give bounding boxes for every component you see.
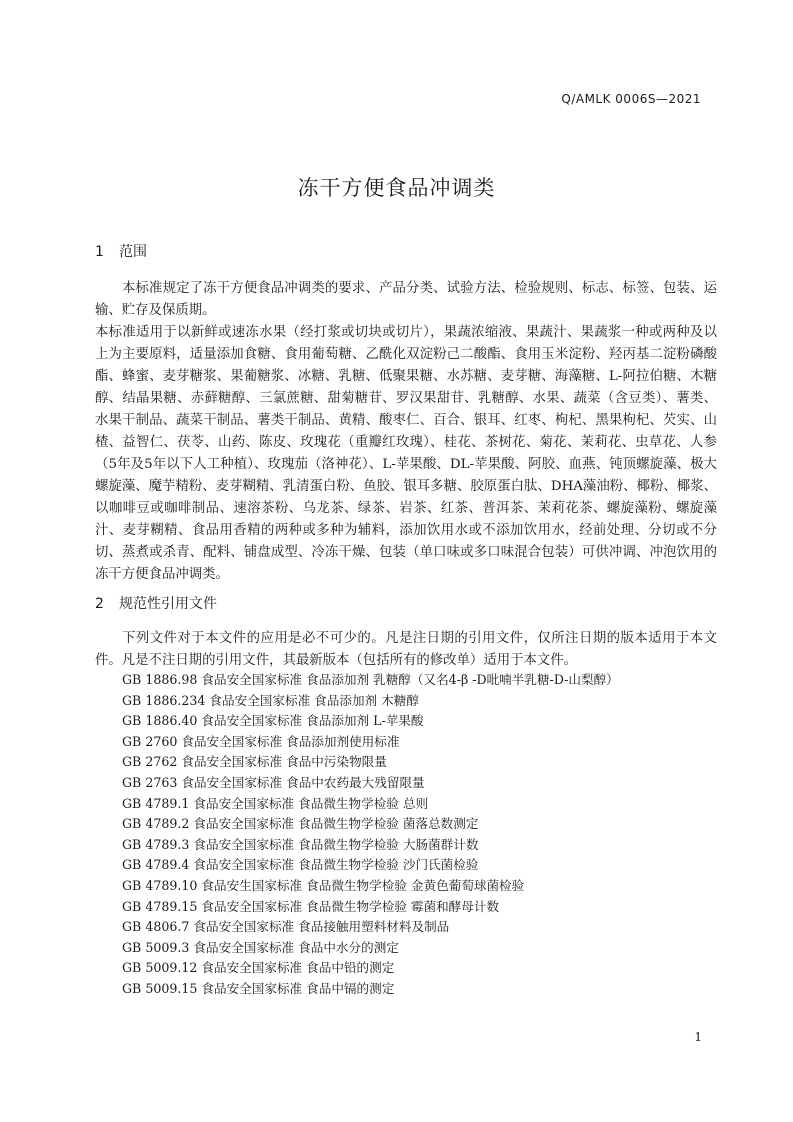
- section-number: 2: [95, 596, 104, 612]
- scope-paragraph: 本标准规定了冻干方便食品冲调类的要求、产品分类、试验方法、检验规则、标志、标签、包装、运输、贮存及保质期。: [95, 281, 717, 318]
- reference-item: GB 2762 食品安全国家标准 食品中污染物限量: [122, 754, 387, 770]
- reference-item: GB 4789.4 食品安全国家标准 食品微生物学检验 沙门氏菌检验: [122, 857, 479, 873]
- section-heading-normative-references: [95, 593, 217, 613]
- reference-item: GB 5009.15 食品安全国家标准 食品中镉的测定: [122, 980, 395, 996]
- reference-item: GB 5009.3 食品安全国家标准 食品中水分的测定: [122, 939, 399, 955]
- reference-item: GB 5009.12 食品安全国家标准 食品中铅的测定: [122, 960, 395, 976]
- reference-item: GB 4789.15 食品安全国家标准 食品微生物学检验 霉菌和酵母计数: [122, 898, 500, 914]
- reference-item: GB 4789.3 食品安全国家标准 食品微生物学检验 大肠菌群计数: [122, 836, 479, 852]
- reference-item: GB 4789.1 食品安全国家标准 食品微生物学检验 总则: [122, 795, 429, 811]
- section-title: 规范性引用文件: [119, 596, 217, 612]
- section-number: 1: [95, 244, 104, 260]
- reference-item: GB 2760 食品安全国家标准 食品添加剂使用标准: [122, 733, 400, 749]
- page-title: 冻干方便食品冲调类: [297, 176, 496, 200]
- reference-item: GB 4789.10 食品安生国家标准 食品微生物学检验 金黄色葡萄球菌检验: [122, 877, 525, 893]
- reference-item: GB 1886.234 食品安全国家标准 食品添加剂 木糖醇: [122, 692, 419, 708]
- page-number: 1: [694, 1030, 702, 1044]
- scope-paragraph: 本标准适用于以新鲜或速冻水果（经打浆或切块或切片），果蔬浓缩液、果蔬汁、果蔬浆一种或两种及以上为主要原料，适量添加食糖、食用葡萄糖、乙酰化双淀粉己二酸酯、食用玉米淀粉、羟丙基二淀粉磷酸酯、蜂蜜、麦芽糖浆、果葡糖浆、冰糖、乳糖、低聚果糖、水苏糖、麦芽糖、海藻糖、L-阿拉伯糖、木糖醇、结晶果糖、赤藓糖醇、三氯蔗糖、甜菊糖苷、罗汉果甜苷、乳糖醇、水果、蔬菜（含豆类）、薯类、水果干制品、蔬菜干制品、薯类干制品、黄精、酸枣仁、百合、银耳、红枣、枸杞、黑果枸杞、芡实、山楂、益智仁、茯苓、山药、陈皮、玫瑰花（重瓣红玫瑰）、桂花、茶树花、菊花、茉莉花、虫草花、人参（5年及5年以下人工种植）、玫瑰茄（洛神花）、L-苹果酸、DL-苹果酸、阿胶、血燕、钝顶螺旋藻、极大螺旋藻、魔芋精粉、麦芽糊精、乳清蛋白粉、鱼胶、银耳多糖、胶原蛋白肽、DHA藻油粉、椰粉、椰浆、以咖啡豆或咖啡制品、速溶茶粉、乌龙茶、绿茶、岩茶、红茶、普洱茶、茉莉花茶、螺旋藻粉、螺旋藻汁、麦芽糊精、食品用香精的两种或多种为辅料，添加饮用水或不添加饮用水，经前处理、分切或不分切、蒸煮或杀青、配料、铺盘成型、冷冻干燥、包装（单口味或多口味混合包装）可供冲调、冲泡饮用的冻干方便食品冲调类。: [95, 325, 717, 582]
- scope-body: [95, 278, 717, 586]
- reference-item: GB 1886.40 食品安全国家标准 食品添加剂 L-苹果酸: [122, 713, 424, 729]
- section-heading-scope: [95, 241, 147, 261]
- section-title: 范围: [119, 244, 147, 260]
- reference-item: GB 4789.2 食品安全国家标准 食品微生物学检验 菌落总数测定: [122, 816, 479, 832]
- reference-item: GB 2763 食品安全国家标准 食品中农药最大残留限量: [122, 774, 425, 790]
- standard-code: Q/AMLK 0006S—2021: [561, 92, 701, 106]
- references-intro: [95, 628, 717, 672]
- reference-item: GB 1886.98 食品安全国家标准 食品添加剂 乳糖醇（又名4-β -D吡喃半乳糖-D-山梨醇）: [122, 672, 619, 687]
- reference-list: [122, 670, 722, 1000]
- references-intro-paragraph: 下列文件对于本文件的应用是必不可少的。凡是注日期的引用文件，仅所注日期的版本适用于本文件。凡是不注日期的引用文件，其最新版本（包括所有的修改单）适用于本文件。: [95, 631, 717, 668]
- reference-item: GB 4806.7 食品安全国家标准 食品接触用塑料材料及制品: [122, 919, 450, 935]
